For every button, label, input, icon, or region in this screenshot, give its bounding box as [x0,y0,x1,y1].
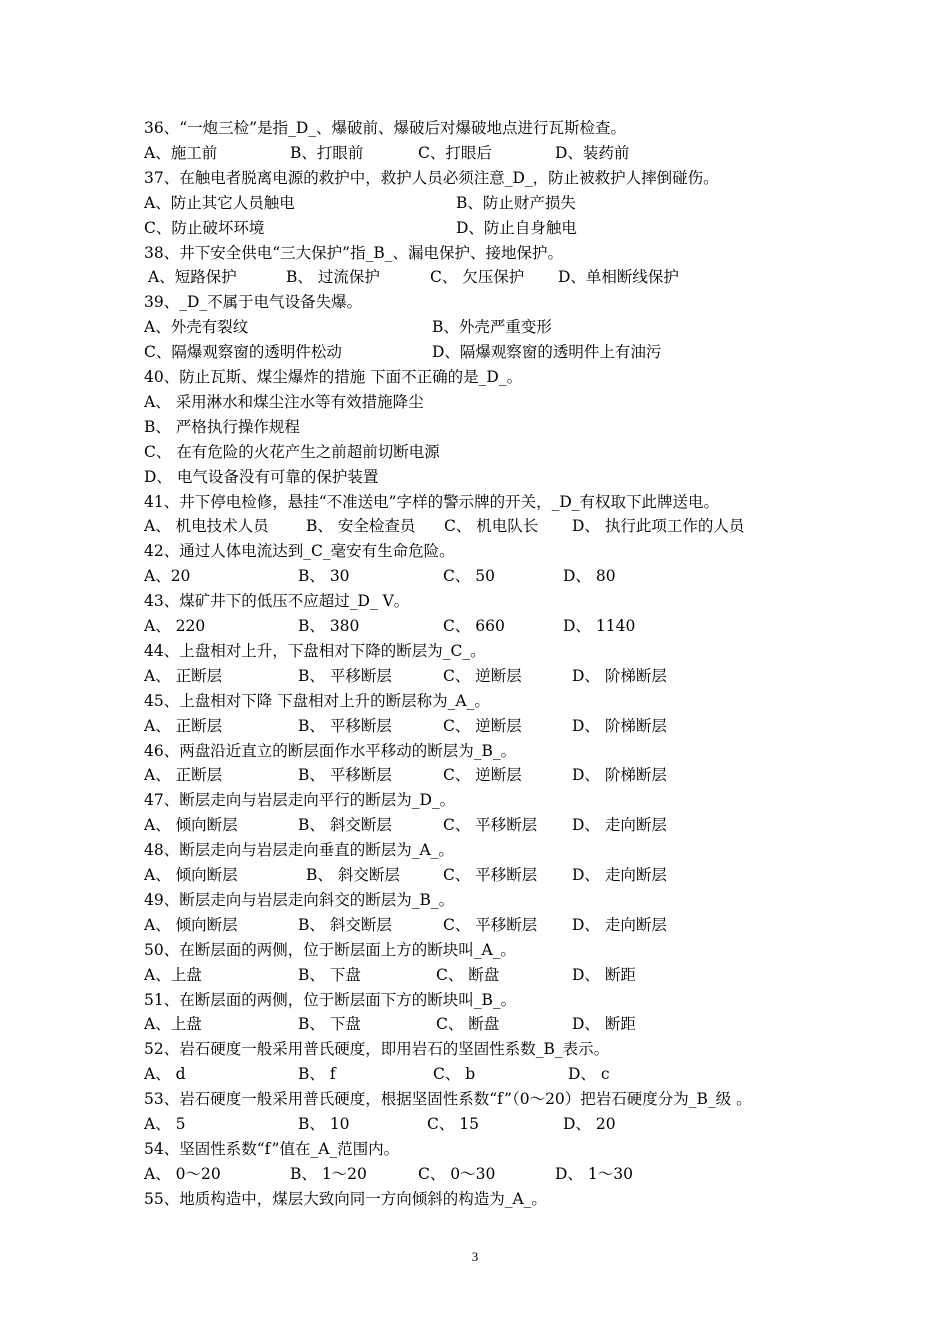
answer-option: B、 过流保护 [286,268,380,287]
answer-option: B、 安全检查员 [306,517,416,536]
answer-option: B、 平移断层 [298,666,392,685]
answer-option: B、 平移断层 [298,716,392,735]
answer-option: C、 0～30 [418,1164,496,1183]
answer-option: B、防止财产损失 [456,193,576,212]
question-text: 45、上盘相对下降 下盘相对上升的断层称为_A_。 [144,691,490,710]
answer-option: D、装药前 [555,143,630,162]
answer-option: D、 阶梯断层 [572,716,667,735]
answer-option: B、打眼前 [290,143,364,162]
answer-option: B、 f [298,1065,336,1084]
answer-option: D、 执行此项工作的人员 [572,517,745,536]
answer-option: D、防止自身触电 [456,218,577,237]
answer-option: C、 逆断层 [443,766,522,785]
question-text: 48、断层走向与岩层走向垂直的断层为_A_。 [144,841,454,860]
answer-option: A、 倾向断层 [144,866,238,884]
question-text: 37、在触电者脱离电源的救护中，救护人员必须注意_D_，防止被救护人摔倒碰伤。 [144,168,719,187]
question-text: 36、“一炮三检”是指_D_、爆破前、爆破后对爆破地点进行瓦斯检查。 [144,119,627,137]
answer-option: B、 平移断层 [298,766,392,785]
answer-option: C、打眼后 [418,143,492,162]
question-text: 46、两盘沿近直立的断层面作水平移动的断层为_B_。 [144,741,517,760]
answer-option: D、 20 [563,1115,616,1133]
answer-option: D、 断距 [572,965,636,984]
answer-option: D、单相断线保护 [558,268,679,287]
question-text: 39、_D_不属于电气设备失爆。 [144,293,363,312]
answer-option: C、 断盘 [436,1015,500,1034]
question-text: 38、井下安全供电“三大保护”指_B_、漏电保护、接地保护。 [144,243,563,262]
question-text: 53、岩石硬度一般采用普氏硬度，根据坚固性系数“f”（0～20）把岩石硬度分为_B_级 。 [144,1090,752,1109]
question-text: 55、地质构造中，煤层大致向同一方向倾斜的构造为_A_。 [144,1189,547,1208]
answer-option: A、 正断层 [144,766,223,785]
answer-option: B、 10 [298,1115,350,1133]
answer-option: D、 走向断层 [572,866,667,884]
answer-option: C、防止破坏环境 [144,218,265,237]
question-text: 44、上盘相对上升，下盘相对下降的断层为_C_。 [144,641,486,660]
answer-option: B、 30 [298,567,350,586]
answer-option: A、 5 [144,1115,186,1133]
question-text: 50、在断层面的两侧，位于断层面上方的断块叫_A_。 [144,940,516,959]
answer-option: D、 走向断层 [572,816,667,835]
answer-option: C、 逆断层 [443,666,522,685]
answer-option: B、 下盘 [298,965,361,984]
answer-option: A、 倾向断层 [144,816,238,835]
answer-option: D、 c [568,1065,610,1084]
answer-option: D、隔爆观察窗的透明件上有油污 [432,343,662,362]
answer-option: D、 80 [563,567,616,586]
question-text: 47、断层走向与岩层走向平行的断层为_D_。 [144,791,456,810]
question-text: 42、通过人体电流达到_C_毫安有生命危险。 [144,542,455,561]
answer-option: A、 机电技术人员 [144,517,269,536]
answer-option: C、隔爆观察窗的透明件松动 [144,343,342,362]
answer-option: D、 走向断层 [572,915,667,934]
answer-option: C、 在有危险的火花产生之前超前切断电源 [144,442,440,461]
answer-option: A、外壳有裂纹 [144,318,249,337]
answer-option: C、 逆断层 [443,716,522,735]
answer-option: A、防止其它人员触电 [144,193,295,212]
answer-option: A、 0～20 [144,1164,221,1183]
answer-option: A、 正断层 [144,666,223,685]
page-number: 3 [471,1249,479,1264]
question-text: 41、井下停电检修，悬挂“不准送电”字样的警示牌的开关，_D_有权取下此牌送电。 [144,492,720,511]
answer-option: D、 1140 [563,617,636,635]
answer-option: D、 断距 [572,1015,636,1034]
answer-option: C、 15 [427,1115,480,1133]
answer-option: C、 b [433,1065,476,1084]
answer-option: D、 阶梯断层 [572,766,667,785]
answer-option: C、 欠压保护 [430,268,525,287]
answer-option: B、 斜交断层 [298,816,392,835]
answer-option: C、 660 [443,617,505,635]
answer-option: A、 正断层 [144,716,223,735]
question-text: 51、在断层面的两侧，位于断层面下方的断块叫_B_。 [144,990,517,1009]
answer-option: B、 下盘 [298,1015,361,1034]
answer-option: A、 220 [144,617,206,635]
answer-option: A、施工前 [144,143,218,162]
question-text: 52、岩石硬度一般采用普氏硬度，即用岩石的坚固性系数_B_表示。 [144,1040,610,1059]
answer-option: C、 平移断层 [443,915,538,934]
answer-option: A、 d [144,1065,186,1084]
answer-option: B、 严格执行操作规程 [144,417,300,436]
question-text: 43、煤矿井下的低压不应超过_D_ V。 [144,592,410,611]
answer-option: D、 阶梯断层 [572,666,667,685]
answer-option: D、 1～30 [555,1164,633,1183]
answer-option: B、 1～20 [290,1164,367,1183]
answer-option: A、上盘 [144,965,202,984]
answer-option: A、 倾向断层 [144,915,238,934]
answer-option: C、 50 [443,567,496,586]
answer-option: A、20 [144,567,191,586]
answer-option: B、 斜交断层 [298,915,392,934]
question-text: 49、断层走向与岩层走向斜交的断层为_B_。 [144,890,455,909]
answer-option: A、短路保护 [148,268,237,287]
answer-option: B、外壳严重变形 [432,318,552,337]
answer-option: C、 平移断层 [443,816,538,835]
question-text: 40、防止瓦斯、煤尘爆炸的措施 下面不正确的是_D_。 [144,368,523,386]
question-text: 54、坚固性系数“f”值在_A_范围内。 [144,1139,400,1158]
answer-option: C、 断盘 [436,965,500,984]
answer-option: B、 斜交断层 [306,866,400,884]
answer-option: C、 平移断层 [443,866,538,884]
answer-option: D、 电气设备没有可靠的保护装置 [144,467,379,486]
answer-option: A、上盘 [144,1015,202,1034]
answer-option: B、 380 [298,617,360,635]
answer-option: A、 采用淋水和煤尘注水等有效措施降尘 [144,392,424,411]
answer-option: C、 机电队长 [444,517,539,536]
